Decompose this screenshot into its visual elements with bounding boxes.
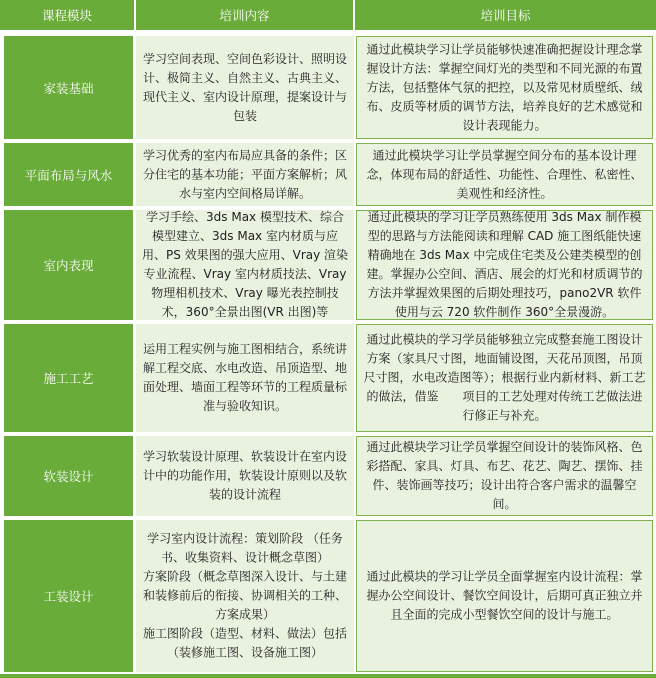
table-row (0, 210, 656, 320)
goal-text: 通过此模块的学习让学员熟练使用 3ds Max 制作模型的思路与方法能阅读和理解 CAD 施工图纸能快速精确地在 3ds Max 中完成住宅类及公建类模型的创建。掌握办公空间、酒店、展会的灯光和材质调节的方法并掌握效果图的后期处理技巧，pano2VR 软件使用与云 720 软件制作 360°全景漫游。 (366, 210, 643, 319)
table-row (0, 36, 656, 139)
header-content: 培训内容 (136, 0, 355, 30)
table-bottom-border (0, 674, 656, 678)
table-row (0, 324, 656, 432)
content-text: 学习手绘、3ds Max 模型技术、综合模型建立、3ds Max 室内材质与应用、PS 效果图的强大应用、Vray 渲染专业流程、Vray 室内材质技法、Vray 物理相机技术、Vray 曝光表控制技术，360°全景出图(VR 出图)等 (141, 210, 349, 319)
goal-text: 通过此模块学习让学员能够快速准确把握设计理念掌握设计方法：掌握空间灯光的类型和不同光源的布置方法，包括整体气氛的把控，以及常见材质壁纸、绒布、皮质等材质的调节方法，培养良好的艺术感觉和设计表现能力。 (366, 42, 643, 132)
module-cell: 家装基础 (4, 36, 133, 139)
module-cell: 软装设计 (4, 436, 133, 516)
header-goal: 培训目标 (355, 0, 656, 30)
content-cell (136, 436, 355, 516)
content-text: 学习空间表现、空间色彩设计、照明设计、极简主义、自然主义、古典主义、现代主义、室内设计原理，提案设计与包装 (142, 51, 347, 123)
content-cell (136, 324, 355, 432)
table-row (0, 436, 656, 516)
goal-text: 通过此模块的学习学员能够独立完成整套施工图设计方案（家具尺寸图，地面铺设图，天花吊顶图，吊顶尺寸图，水电改造图等）；根据行业内新材料、新工艺的做法，借鉴 项目的工艺处理对传统工艺做法进行修正与补充。 (363, 332, 646, 423)
content-cell (136, 36, 355, 139)
content-line: 学习室内设计流程：策划阶段 （任务书、收集资料、设计概念草图） (147, 531, 343, 565)
goal-cell (356, 210, 653, 320)
goal-text: 通过此模块学习让学员掌握空间分布的基本设计理念，体现布局的舒适性、功能性、合理性、私密性、美观性和经济性。 (366, 148, 643, 200)
goal-text: 通过此模块学习让学员掌握空间设计的装饰风格、色彩搭配、家具、灯具、布艺、花艺、陶艺、摆饰、挂件、装饰画等技巧；设计出符合客户需求的温馨空间。 (366, 440, 643, 511)
content-text (136, 530, 354, 663)
goal-cell (356, 436, 653, 516)
module-cell: 室内表现 (4, 210, 133, 320)
module-cell: 工装设计 (4, 520, 133, 672)
content-text: 运用工程实例与施工图相结合，系统讲解工程交底、水电改造、吊顶造型、地面处理、墙面工程等环节的工程质量标准与验收知识。 (142, 342, 347, 413)
module-cell: 施工工艺 (4, 324, 133, 432)
header-module: 课程模块 (0, 0, 136, 30)
table-row (0, 143, 656, 206)
content-text: 学习优秀的室内布局应具备的条件；区分住宅的基本功能；平面方案解析；风水与室内空间格局详解。 (142, 148, 347, 200)
content-line: 施工图阶段（造型、材料、做法）包括（装修施工图、设备施工图） (142, 626, 347, 660)
goal-cell (356, 520, 653, 672)
table-row (0, 520, 656, 672)
content-cell (136, 143, 355, 206)
goal-cell (356, 36, 653, 139)
content-cell (136, 520, 355, 672)
goal-cell (356, 143, 653, 206)
content-text: 学习软装设计原理、软装设计在室内设计中的功能作用，软装设计原则以及软装的设计流程 (142, 449, 347, 502)
module-cell: 平面布局与风水 (4, 143, 133, 206)
goal-text: 通过此模块的学习让学员全面掌握室内设计流程：掌握办公空间设计、餐饮空间设计，后期可真正独立并且全面的完成小型餐饮空间的设计与施工。 (366, 569, 643, 622)
content-cell (136, 210, 355, 320)
content-line: 方案阶段（概念草图深入设计、与土建和装修前后的衔接、协调相关的工种、方案成果） (142, 569, 347, 622)
goal-cell (356, 324, 653, 432)
